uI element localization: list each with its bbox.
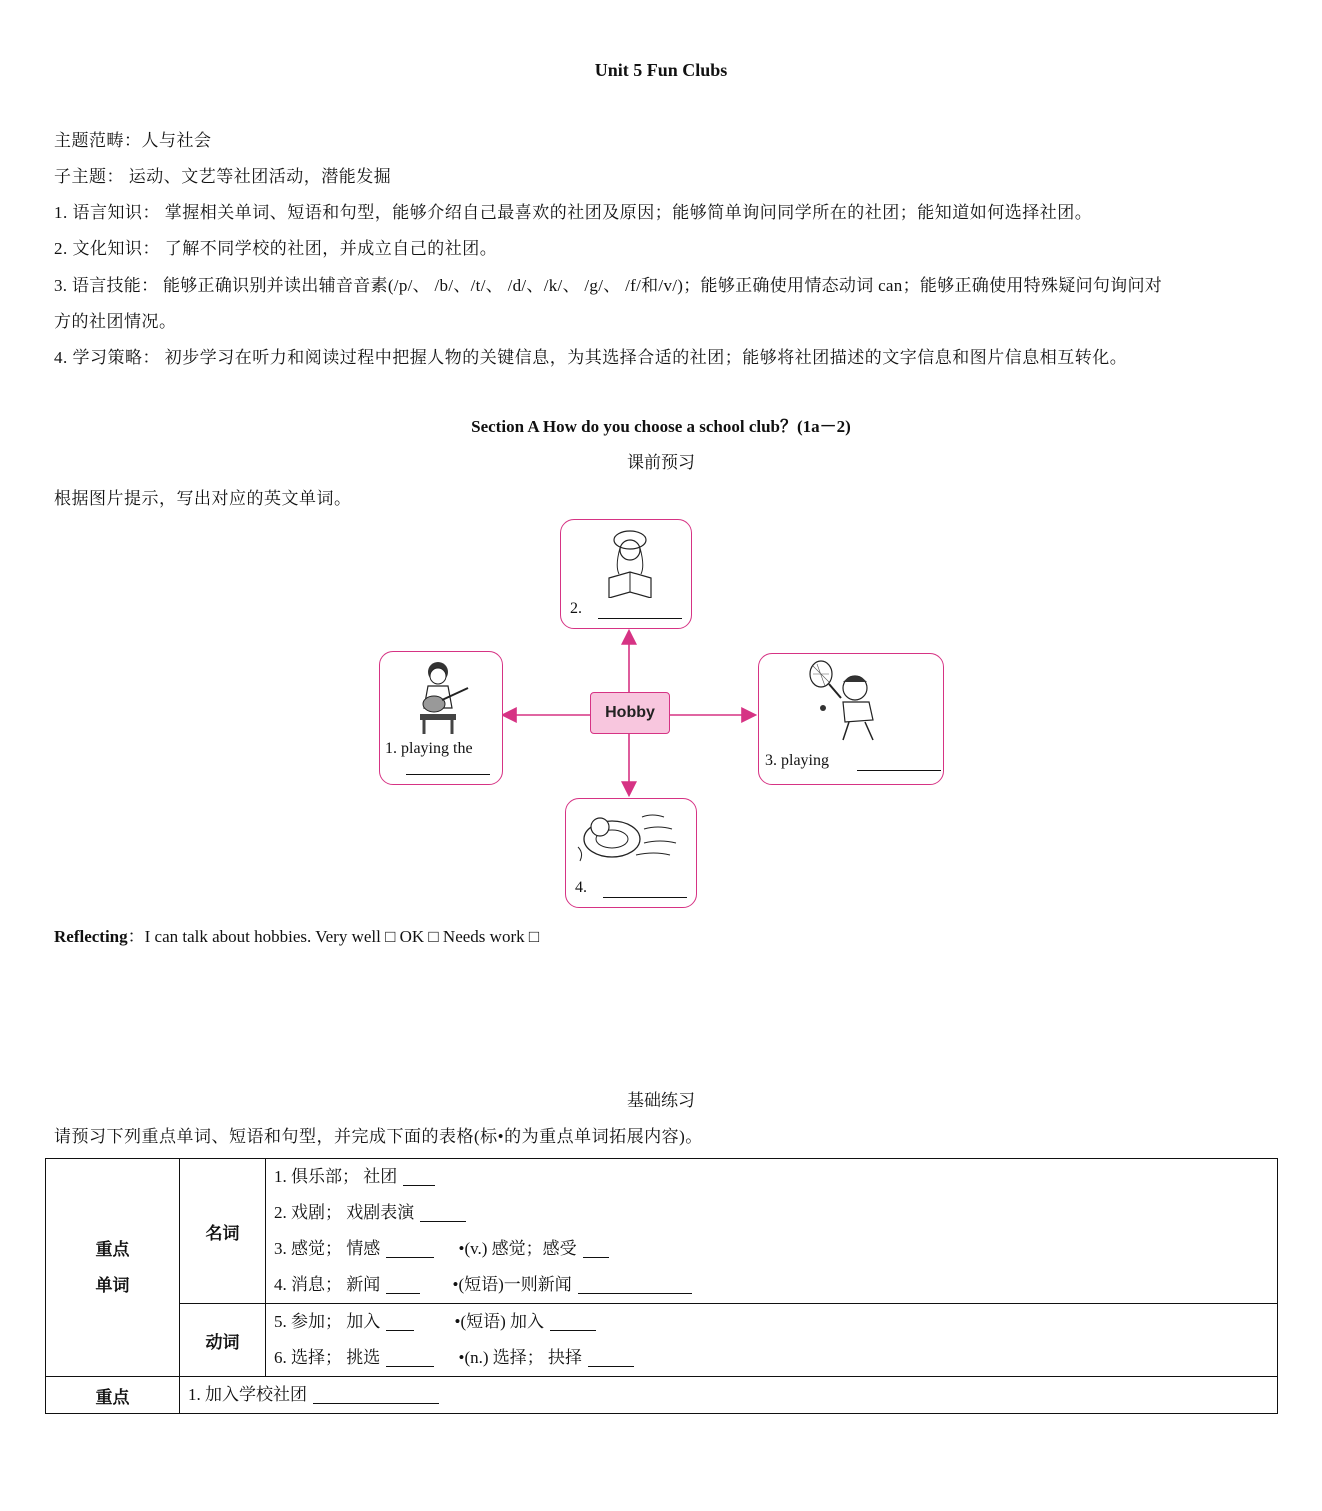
subtheme-line: 子主题： 运动、文艺等社团活动，潜能发掘 xyxy=(54,167,392,186)
section-title: Section A How do you choose a school club？(1a－2) xyxy=(471,417,851,436)
box1-label: 1. playing the xyxy=(385,740,473,757)
answer-blank[interactable] xyxy=(386,1312,414,1331)
answer-blank[interactable] xyxy=(313,1385,439,1404)
row-text: 1. 俱乐部； 社团 xyxy=(274,1167,398,1186)
box2-label: 2. xyxy=(570,600,582,617)
table-row xyxy=(266,1231,1278,1267)
objective-culture-knowledge: 2. 文化知识： 了解不同学校的社团，并成立自己的社团。 xyxy=(54,239,498,258)
noun-label-cell xyxy=(180,1159,266,1304)
row-extra: •(n.) 选择； 抉择 xyxy=(458,1348,583,1367)
key-phrases-label: 重点 xyxy=(95,1387,130,1407)
answer-blank[interactable] xyxy=(386,1275,420,1294)
reading-girl-icon xyxy=(595,526,665,598)
table-row xyxy=(266,1267,1278,1304)
box-guitar xyxy=(379,651,503,785)
reflecting-line xyxy=(54,922,539,947)
row-extra: •(短语) 加入 xyxy=(454,1312,545,1331)
table-row xyxy=(266,1340,1278,1377)
answer-blank[interactable] xyxy=(403,1167,435,1186)
swimming-icon xyxy=(572,803,684,873)
reflecting-label: Reflecting xyxy=(54,927,128,946)
box2-blank[interactable] xyxy=(598,604,682,619)
objective-language-skills-cont: 方的社团情况。 xyxy=(54,312,177,331)
row-extra: •(短语)一则新闻 xyxy=(452,1275,572,1294)
key-words-label-cell xyxy=(46,1159,180,1377)
key-phrases-label-cell xyxy=(46,1377,180,1414)
reflecting-text: ：I can talk about hobbies. Very well □ OK □ Needs work □ xyxy=(127,927,540,946)
theme-line: 主题范畴：人与社会 xyxy=(54,131,212,150)
preview-heading: 课前预习 xyxy=(627,453,695,472)
box-swimming xyxy=(565,798,697,908)
row-text: 5. 参加； 加入 xyxy=(274,1312,381,1331)
hobby-diagram xyxy=(378,512,958,912)
verb-label-cell xyxy=(180,1304,266,1377)
row-extra: •(v.) 感觉；感受 xyxy=(458,1239,577,1258)
objective-language-knowledge: 1. 语言知识： 掌握相关单词、短语和句型，能够介绍自己最喜欢的社团及原因；能够简单询问同学所在的社团；能知道如何选择社团。 xyxy=(54,203,1093,222)
table-row xyxy=(266,1195,1278,1231)
objective-language-skills: 3. 语言技能： 能够正确识别并读出辅音音素(/p/、 /b/、/t/、 /d/、/k/、 /g/、 /f/和/v/)；能够正确使用情态动词 can；能够正确使用特殊疑问句询问对 xyxy=(54,276,1163,295)
key-words-label-line1: 重点 xyxy=(95,1239,130,1259)
answer-blank[interactable] xyxy=(386,1348,434,1367)
preview-instruction: 根据图片提示，写出对应的英文单词。 xyxy=(54,489,352,508)
answer-blank[interactable] xyxy=(588,1348,634,1367)
row-text: 4. 消息； 新闻 xyxy=(274,1275,381,1294)
tennis-boy-icon xyxy=(803,656,893,746)
row-text: 6. 选择； 挑选 xyxy=(274,1348,381,1367)
answer-blank[interactable] xyxy=(420,1203,466,1222)
unit-title: Unit 5 Fun Clubs xyxy=(594,60,728,80)
row-text: 2. 戏剧； 戏剧表演 xyxy=(274,1203,415,1222)
row-text: 3. 感觉； 情感 xyxy=(274,1239,381,1258)
guitar-girl-icon xyxy=(406,656,476,736)
hobby-center-node: Hobby xyxy=(590,692,670,734)
verb-label: 动词 xyxy=(205,1332,240,1352)
box-reading xyxy=(560,519,692,629)
box4-blank[interactable] xyxy=(603,883,687,898)
key-words-label-line2: 单词 xyxy=(95,1275,130,1295)
answer-blank[interactable] xyxy=(386,1239,434,1258)
answer-blank[interactable] xyxy=(583,1239,609,1258)
box1-blank[interactable] xyxy=(406,760,490,775)
vocabulary-table xyxy=(45,1158,1278,1414)
answer-blank[interactable] xyxy=(550,1312,596,1331)
box4-label: 4. xyxy=(575,879,587,896)
box3-blank[interactable] xyxy=(857,756,941,771)
practice-heading: 基础练习 xyxy=(627,1091,695,1110)
box-tennis xyxy=(758,653,944,785)
noun-label: 名词 xyxy=(205,1223,240,1243)
practice-instruction: 请预习下列重点单词、短语和句型，并完成下面的表格(标•的为重点单词拓展内容)。 xyxy=(54,1127,703,1146)
answer-blank[interactable] xyxy=(578,1275,692,1294)
objective-learning-strategy: 4. 学习策略： 初步学习在听力和阅读过程中把握人物的关键信息，为其选择合适的社团；能够将社团描述的文字信息和图片信息相互转化。 xyxy=(54,348,1128,367)
row-text: 1. 加入学校社团 xyxy=(188,1385,307,1404)
table-row xyxy=(266,1159,1278,1196)
table-row xyxy=(180,1377,1278,1414)
box3-label: 3. playing xyxy=(765,752,829,769)
table-row xyxy=(266,1304,1278,1341)
